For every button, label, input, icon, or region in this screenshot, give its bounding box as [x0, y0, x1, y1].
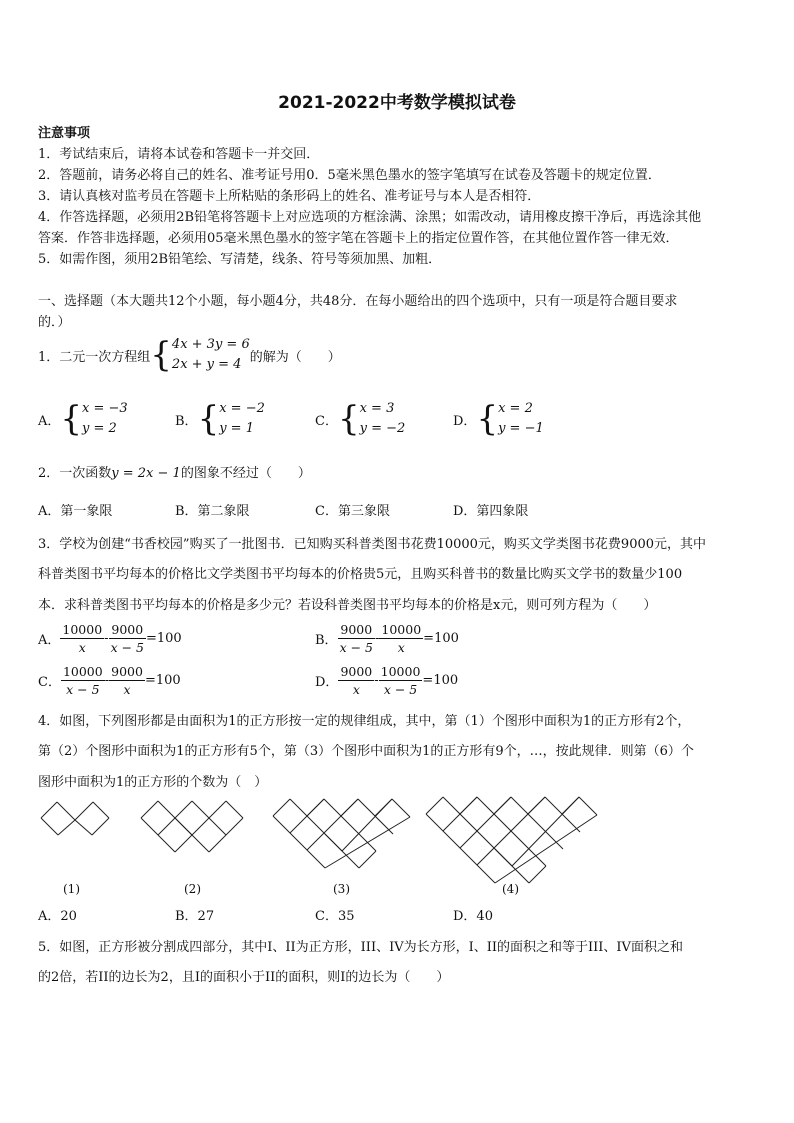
q1-option-a — [38, 398, 128, 440]
numerator: 9000 — [338, 621, 375, 639]
option-eq1: x = 3 — [359, 401, 395, 416]
q2-formula: y = 2x − 1 — [111, 466, 181, 481]
brace-symbol: { — [197, 399, 220, 439]
q3-option-b — [315, 618, 459, 658]
notice-item: 3．请认真核对监考员在答题卡上所粘贴的条形码上的姓名、准考证号与本人是否相符． — [38, 189, 541, 204]
rhs: =100 — [144, 672, 181, 688]
option-system — [219, 399, 265, 439]
brace-symbol: { — [150, 335, 172, 375]
figure-2 — [140, 800, 244, 856]
option-system — [498, 399, 544, 439]
numerator: 10000 — [62, 663, 103, 679]
option-eq1: x = −2 — [219, 401, 265, 416]
denominator: x − 5 — [339, 639, 373, 655]
q2-option-a: A．第一象限 — [38, 504, 113, 519]
option-label: C． — [315, 413, 338, 429]
numerator: 9000 — [109, 621, 146, 639]
figure-4 — [425, 796, 600, 888]
q4-line: 图形中面积为1的正方形的个数为（ ） — [38, 775, 268, 790]
notice-heading: 注意事项 — [38, 126, 91, 141]
option-system — [360, 399, 406, 439]
q2-option-c: C．第三象限 — [315, 504, 390, 519]
q1-eq2: 2x + y = 4 — [171, 357, 242, 372]
q2-option-b: B．第二象限 — [175, 504, 250, 519]
figure-1 — [40, 800, 110, 838]
q1-option-c — [315, 398, 405, 440]
notice-item: 答案．作答非选择题，必须用05毫米黑色墨水的签字笔在答题卡上的指定位置作答，在其他位置作答一律无效． — [38, 231, 679, 246]
numerator: 9000 — [340, 663, 373, 679]
q1-equation-system — [172, 335, 250, 375]
q4-option-b: B．27 — [175, 909, 215, 924]
q2-option-d: D．第四象限 — [453, 504, 529, 519]
option-label: D． — [453, 413, 477, 429]
fraction — [109, 621, 146, 656]
notice-item: 2．答题前，请务必将自己的姓名、准考证号用0．5毫米黑色墨水的签字笔填写在试卷及答题卡的规定位置． — [38, 168, 661, 183]
q2-prefix: 2．一次函数 — [38, 466, 112, 481]
q3-line: 科普类图书平均每本的价格比文学类图书平均每本的价格贵5元，且购买科普书的数量比购买文学书的数量少100 — [38, 567, 683, 582]
option-system — [82, 399, 128, 439]
q4-line: 4．如图，下列图形都是由面积为1的正方形按一定的规律组成，其中，第（1）个图形中面积为1的正方形有2个， — [38, 714, 691, 729]
q3-option-a — [38, 618, 182, 658]
q1-option-b — [175, 398, 265, 440]
denominator: x − 5 — [66, 681, 100, 697]
figure-label: (3) — [333, 882, 350, 896]
figure-label: (1) — [63, 882, 80, 896]
fraction — [338, 663, 374, 698]
minus-sign: - — [374, 672, 379, 688]
section-heading-cont: 的．） — [38, 315, 71, 330]
option-eq1: x = 2 — [498, 401, 533, 416]
option-label: D． — [315, 674, 339, 690]
q4-option-a: A．20 — [38, 909, 77, 924]
notice-item: 1．考试结束后，请将本试卷和答题卡一并交回． — [38, 147, 320, 162]
option-label: C． — [38, 674, 61, 690]
denominator: x — [78, 639, 86, 655]
fraction — [60, 621, 104, 656]
minus-sign: - — [104, 672, 110, 688]
q4-line: 第（2）个图形中面积为1的正方形有5个，第（3）个图形中面积为1的正方形有9个，…，按此规律．则第（6）个 — [38, 744, 694, 759]
numerator: 10000 — [380, 663, 421, 679]
fraction — [61, 663, 105, 698]
rhs: =100 — [423, 630, 459, 646]
fraction — [379, 621, 423, 656]
q4-option-d: D．40 — [453, 909, 493, 924]
figure-3 — [272, 798, 412, 872]
fraction — [338, 621, 375, 656]
fraction — [109, 663, 145, 698]
option-eq2: y = 1 — [219, 421, 254, 436]
option-eq2: y = −2 — [359, 421, 406, 436]
option-eq1: x = −3 — [82, 401, 128, 416]
numerator: 9000 — [111, 663, 143, 679]
minus-sign: - — [104, 630, 109, 646]
notice-item: 5．如需作图，须用2B铅笔绘、写清楚，线条、符号等须加黑、加粗． — [38, 252, 442, 267]
brace-symbol: { — [476, 399, 499, 439]
q3-option-d — [315, 660, 458, 700]
brace-symbol: { — [337, 399, 360, 439]
q1-suffix: 的解为（ ） — [249, 349, 341, 365]
page-title: 2021-2022中考数学模拟试卷 — [278, 93, 516, 113]
figure-label: (2) — [184, 882, 201, 896]
q3-line: 3．学校为创建“书香校园”购买了一批图书．已知购买科普类图书花费10000元，购买文学类图书花费9000元，其中 — [38, 537, 707, 552]
notice-item: 4．作答选择题，必须用2B铅笔将答题卡上对应选项的方框涂满、涂黑；如需改动，请用橡皮擦干净后，再选涂其他 — [38, 210, 702, 225]
rhs: =100 — [146, 630, 182, 646]
q5-line: 的2倍，若II的边长为2，且I的面积小于II的面积，则I的边长为（ ） — [38, 970, 450, 985]
option-label: A． — [38, 413, 61, 429]
option-label: B． — [175, 413, 198, 429]
denominator: x — [352, 681, 360, 697]
option-label: B． — [315, 632, 338, 648]
denominator: x — [397, 639, 405, 655]
option-eq2: y = −1 — [498, 421, 544, 436]
q4-option-c: C．35 — [315, 909, 355, 924]
numerator: 10000 — [381, 621, 422, 637]
numerator: 10000 — [62, 621, 103, 637]
q2-suffix: 的图象不经过（ ） — [180, 466, 311, 481]
fraction — [379, 663, 423, 698]
q1-prefix: 1．二元一次方程组 — [38, 349, 151, 365]
q3-line: 本．求科普类图书平均每本的价格是多少元？若设科普类图书平均每本的价格是x元，则可列方程为（ ） — [38, 598, 657, 613]
option-label: A． — [38, 632, 61, 648]
figure-label: (4) — [502, 882, 519, 896]
q5-line: 5．如图，正方形被分割成四部分，其中I、II为正方形，III、IV为长方形，I、II的面积之和等于III、IV面积之和 — [38, 940, 683, 955]
q1-option-d — [453, 398, 544, 440]
q3-option-c — [38, 660, 181, 700]
brace-symbol: { — [60, 399, 83, 439]
rhs: =100 — [422, 672, 459, 688]
minus-sign: - — [375, 630, 380, 646]
question-1 — [38, 335, 341, 375]
q1-eq1: 4x + 3y = 6 — [171, 337, 250, 352]
denominator: x — [123, 681, 131, 697]
denominator: x − 5 — [383, 681, 418, 697]
denominator: x − 5 — [110, 639, 144, 655]
question-2 — [38, 462, 311, 481]
option-eq2: y = 2 — [82, 421, 117, 436]
section-heading: 一、选择题（本大题共12个小题，每小题4分，共48分．在每小题给出的四个选项中，只有一项是符合题目要求 — [38, 294, 678, 309]
